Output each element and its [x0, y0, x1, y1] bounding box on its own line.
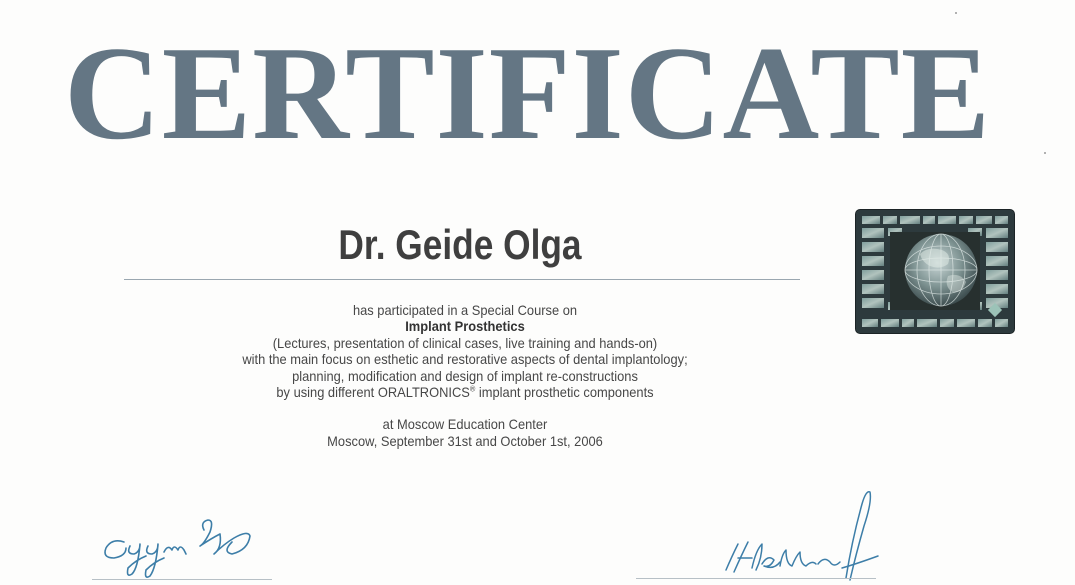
hologram-seal-icon: [856, 210, 1014, 333]
certificate-body: [140, 302, 790, 449]
spacer: [140, 400, 790, 416]
course-format-line: (Lectures, presentation of clinical cases, live training and hands-on): [272, 334, 658, 351]
course-components-line: [166, 384, 764, 400]
course-focus-line: with the main focus on esthetic and restorative aspects of dental implantology;: [242, 351, 688, 368]
location-line: at Moscow Education Center: [382, 416, 548, 433]
hologram-graphic: [856, 210, 1014, 333]
participation-line: has participated in a Special Course on: [352, 302, 578, 318]
signature-right-line: [636, 578, 876, 579]
signature-left: [100, 508, 280, 585]
scan-artifact: [955, 12, 957, 14]
date-line: Moscow, September 31st and October 1st, 2006: [327, 432, 603, 449]
components-suffix: implant prosthetic components: [475, 384, 654, 401]
components-prefix: by using different ORALTRONICS: [276, 384, 470, 401]
recipient-name: Dr. Geide Olga: [338, 221, 582, 268]
course-planning-line: planning, modification and design of implant re-constructions: [292, 367, 638, 384]
course-name: Implant Prosthetics: [405, 318, 525, 335]
signature-left-line: [92, 579, 272, 580]
registered-mark: ®: [469, 384, 476, 394]
signature-right: [716, 484, 886, 585]
certificate-title: CERTIFICATE: [64, 19, 992, 167]
scan-artifact: [1044, 152, 1046, 154]
recipient-underline: [124, 279, 800, 280]
